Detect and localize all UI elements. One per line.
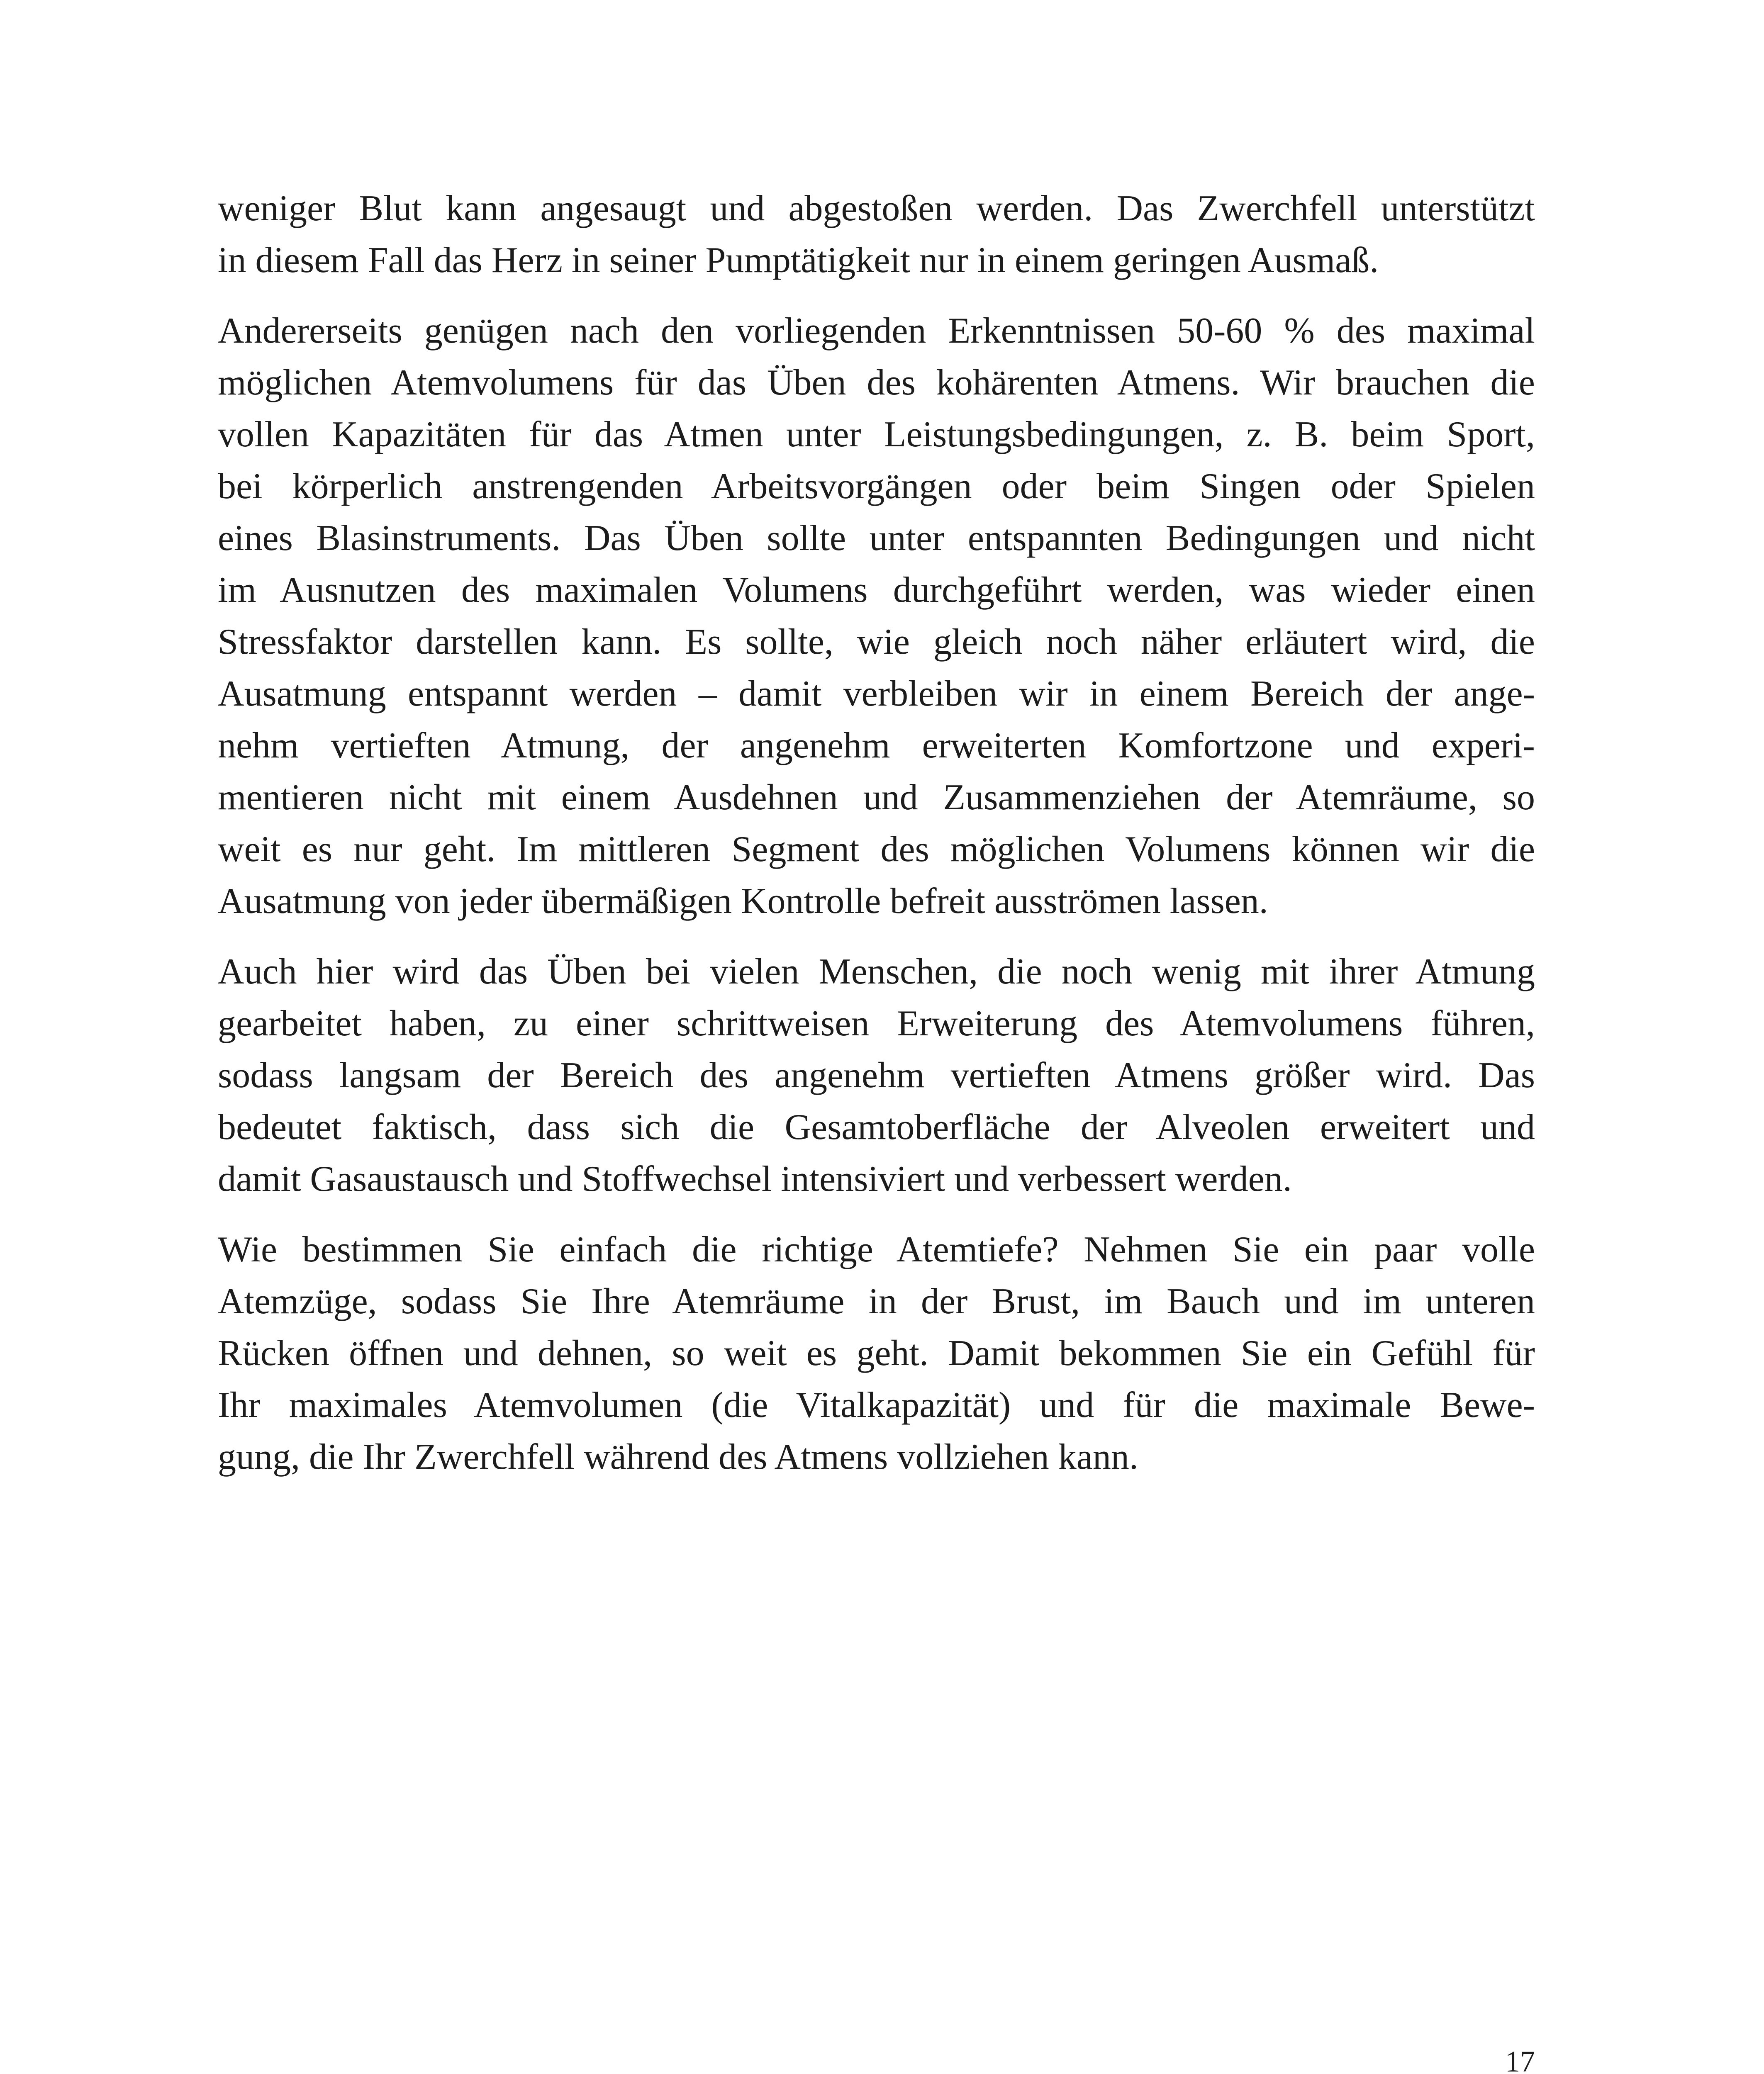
text-line: eines Blasinstruments. Das Üben sollte unter entspannten Bedingungen und nicht <box>218 518 1535 558</box>
text-line: gung, die Ihr Zwerchfell während des Atmens vollziehen kann. <box>218 1437 1138 1477</box>
text-line: Rücken öffnen und dehnen, so weit es geht. Damit bekommen Sie ein Gefühl für <box>218 1333 1535 1373</box>
text-line: im Ausnutzen des maximalen Volumens durchgeführt werden, was wieder einen <box>218 570 1535 610</box>
text-line: damit Gasaustausch und Stoffwechsel intensiviert und verbessert werden. <box>218 1159 1292 1199</box>
text-line: Ihr maximales Atemvolumen (die Vitalkapazität) und für die maximale Bewe- <box>218 1385 1535 1425</box>
paragraph-2 <box>218 305 1535 927</box>
body-text <box>218 183 1535 1502</box>
paragraph-3 <box>218 946 1535 1205</box>
text-line: weniger Blut kann angesaugt und abgestoßen werden. Das Zwerchfell unterstützt <box>218 188 1535 229</box>
text-line: nehm vertieften Atmung, der angenehm erweiterten Komfortzone und experi- <box>218 725 1535 766</box>
text-line: gearbeitet haben, zu einer schrittweisen Erweiterung des Atemvolumens führen, <box>218 1003 1535 1044</box>
text-line: sodass langsam der Bereich des angenehm vertieften Atmens größer wird. Das <box>218 1055 1535 1095</box>
text-line: Ausatmung entspannt werden – damit verbleiben wir in einem Bereich der ange- <box>218 674 1535 714</box>
text-line: bei körperlich anstrengenden Arbeitsvorgängen oder beim Singen oder Spielen <box>218 466 1535 506</box>
text-line: Atemzüge, sodass Sie Ihre Atemräume in der Brust, im Bauch und im unteren <box>218 1281 1535 1322</box>
paragraph-4 <box>218 1224 1535 1483</box>
text-line: vollen Kapazitäten für das Atmen unter Leistungsbedingungen, z. B. beim Sport, <box>218 414 1535 455</box>
text-line: in diesem Fall das Herz in seiner Pumptätigkeit nur in einem geringen Ausmaß. <box>218 240 1379 280</box>
text-line: Andererseits genügen nach den vorliegenden Erkenntnissen 50-60 % des maximal <box>218 311 1535 351</box>
text-line: weit es nur geht. Im mittleren Segment des möglichen Volumens können wir die <box>218 829 1535 869</box>
text-line: Auch hier wird das Üben bei vielen Menschen, die noch wenig mit ihrer Atmung <box>218 952 1535 992</box>
text-line: Stressfaktor darstellen kann. Es sollte, wie gleich noch näher erläutert wird, die <box>218 622 1535 662</box>
text-line: möglichen Atemvolumens für das Üben des kohärenten Atmens. Wir brauchen die <box>218 363 1535 403</box>
text-line: Wie bestimmen Sie einfach die richtige Atemtiefe? Nehmen Sie ein paar volle <box>218 1229 1535 1270</box>
text-line: Ausatmung von jeder übermäßigen Kontrolle befreit ausströmen lassen. <box>218 881 1268 921</box>
paragraph-1 <box>218 183 1535 286</box>
text-line: bedeutet faktisch, dass sich die Gesamtoberfläche der Alveolen erweitert und <box>218 1107 1535 1147</box>
page-number: 17 <box>1505 2045 1535 2074</box>
text-line: mentieren nicht mit einem Ausdehnen und Zusammenziehen der Atemräume, so <box>218 777 1535 818</box>
